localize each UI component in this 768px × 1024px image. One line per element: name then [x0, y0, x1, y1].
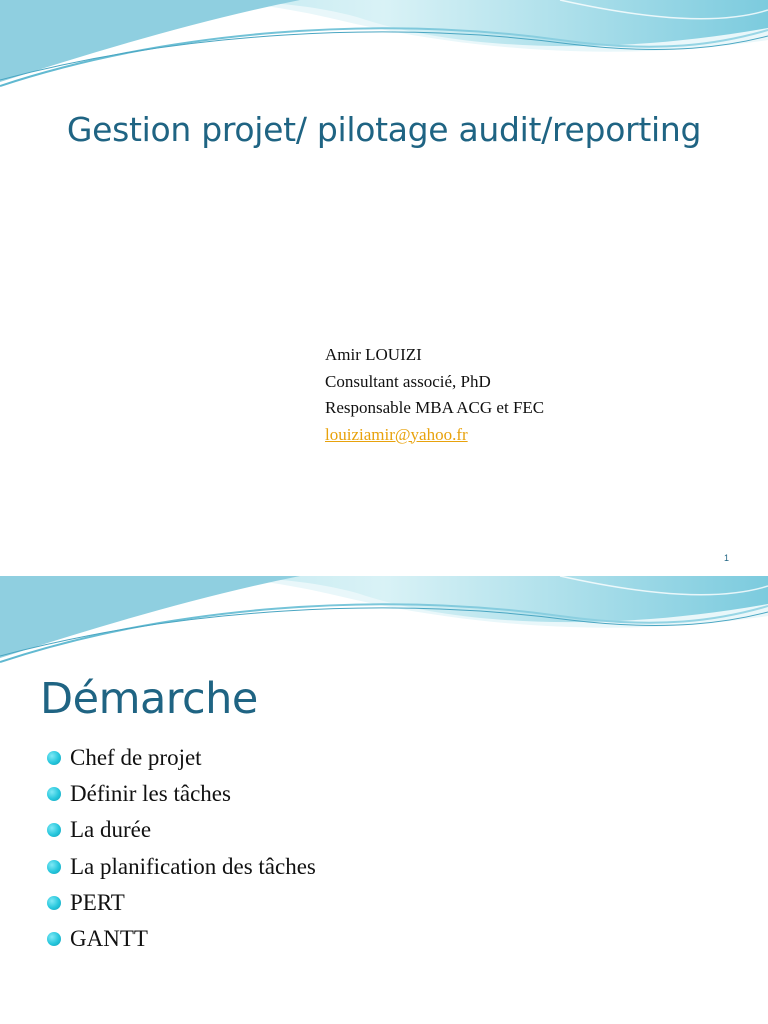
list-item: [45, 812, 316, 848]
bullet-dot-icon: [47, 932, 61, 946]
slide-title: Démarche: [40, 674, 258, 724]
list-item-text: Chef de projet: [70, 745, 202, 770]
bullet-dot-icon: [47, 896, 61, 910]
list-item-text: La durée: [70, 817, 152, 843]
author-email-link[interactable]: louiziamir@yahoo.fr: [325, 424, 468, 444]
author-name: Amir LOUIZI: [325, 345, 422, 364]
author-block: [325, 342, 544, 448]
slide-title: Gestion projet/ pilotage audit/reporting: [66, 110, 702, 149]
wave-header-decoration: [0, 0, 768, 100]
list-item-text: La planification des tâches: [70, 853, 316, 879]
list-item: [45, 849, 316, 885]
author-position: Responsable MBA ACG et FEC: [325, 398, 545, 417]
bullet-dot-icon: [47, 823, 61, 837]
list-item-text: Définir les tâches: [70, 781, 231, 807]
wave-header-decoration: [0, 576, 768, 676]
author-role: Consultant associé, PhD: [325, 371, 491, 391]
bullet-dot-icon: [47, 860, 61, 874]
bullet-dot-icon: [47, 787, 61, 801]
slide-number: 1: [724, 553, 730, 563]
list-item: [45, 921, 316, 957]
bullet-dot-icon: [47, 751, 61, 765]
list-item: [45, 776, 316, 812]
list-item: [45, 885, 316, 921]
list-item-text: PERT: [70, 889, 125, 915]
list-item-text: GANTT: [70, 925, 148, 951]
bullet-list: [45, 740, 316, 957]
list-item: [45, 740, 316, 776]
